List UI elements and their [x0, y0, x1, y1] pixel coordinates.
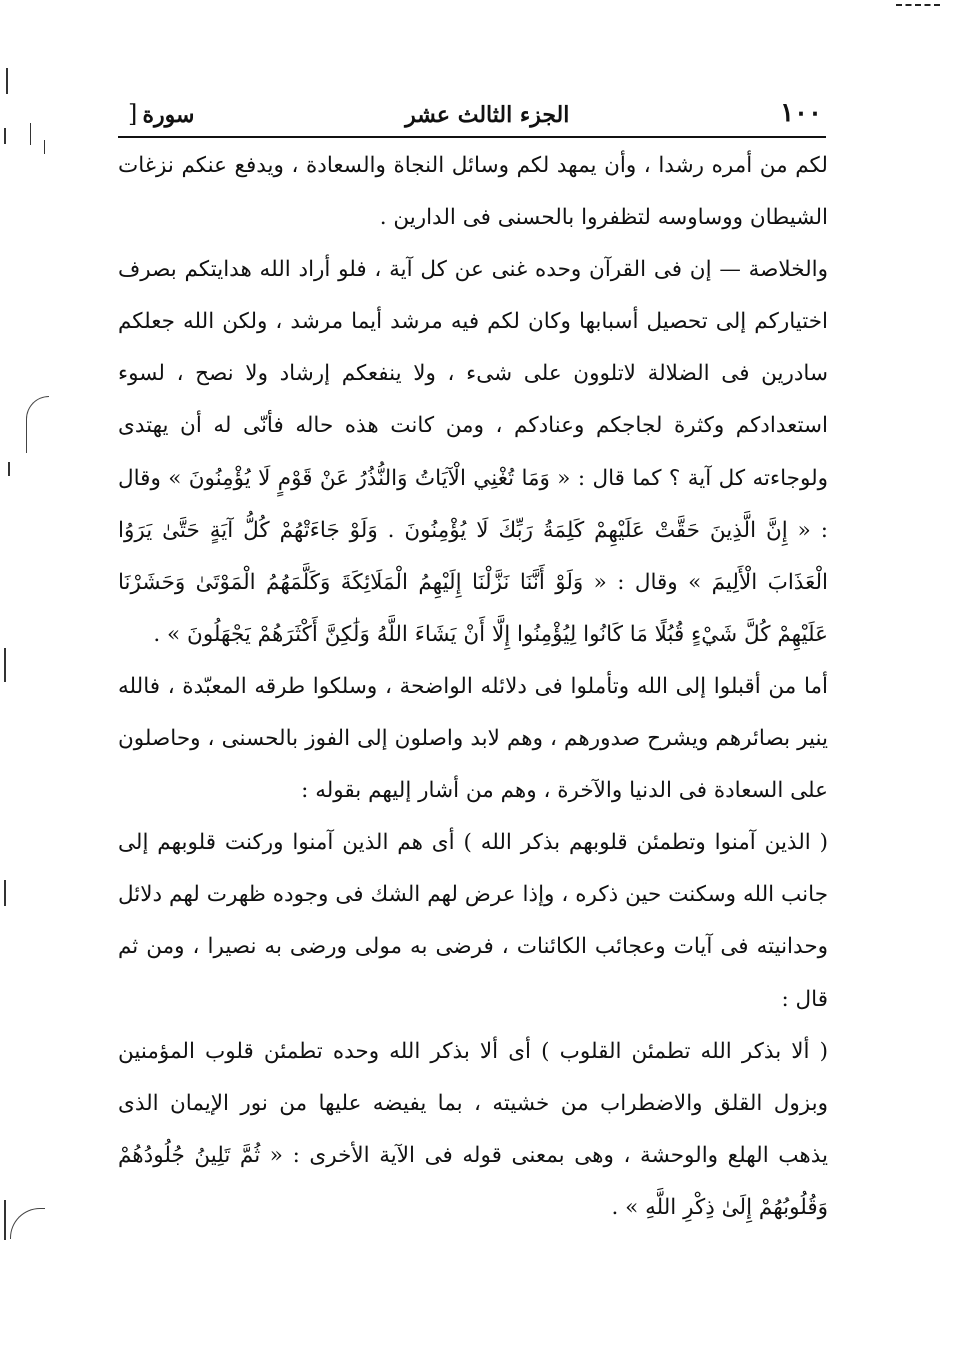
page-header — [118, 72, 826, 138]
top-edge-rule — [896, 4, 940, 6]
margin-bracket-mark — [10, 1208, 45, 1239]
margin-bracket-mark — [26, 396, 49, 453]
paragraph-verse-commentary-1: ( الذين آمنوا وتطمئن قلوبهم بذكر الله ) أى هم الذين آمنوا وركنت قلوبهم إلى جانب الله وسكنت حين ذكره ، وإذا عرض لهم الشك فى وجوده ظهرت لهم دلائل وحدانيته فى آيات وعجائب الكائنات ، فرضى به مولى ورضى به نصيرا ، ومن ثم قال : — [118, 830, 828, 1012]
margin-tick — [6, 68, 8, 94]
surah-label: سورة — [142, 102, 195, 128]
body-text — [118, 140, 828, 1234]
margin-tick — [4, 880, 6, 906]
margin-tick — [4, 1200, 6, 1240]
surah-bracket: [ — [128, 100, 138, 128]
paragraph-summary: والخلاصة — إن فى القرآن وحده غنى عن كل آية ، فلو أراد الله هدايتكم بصرف اختياركم إلى تحصيل أسبابها وكان لكم فيه مرشد أيما مرشد ، ولكن الله جعلكم سادرين فى الضلالة لاتلوون على شىء ، ولا ينفعكم إرشاد ولا نصح ، لسوء استعدادكم وكثرة لجاجكم وعنادكم ، ومن كانت هذه حاله فأنّى له أن يهتدى ولوجاءته كل آية ؟ كما قال : « وَمَا تُغْنِي الْآيَاتُ وَالنُّذُرُ عَنْ قَوْمٍ لَا يُؤْمِنُونَ » وقال : « إِنَّ الَّذِينَ حَقَّتْ عَلَيْهِمْ كَلِمَةُ رَبِّكَ لَا يُؤْمِنُونَ . وَلَوْ جَاءَتْهُمْ كُلُّ آيَةٍ حَتَّىٰ يَرَوُا الْعَذَابَ الْأَلِيمَ » وقال : « وَلَوْ أَنَّنَا نَزَّلْنَا إِلَيْهِمُ الْمَلَائِكَةَ وَكَلَّمَهُمُ الْمَوْتَىٰ وَحَشَرْنَا عَلَيْهِمْ كُلَّ شَيْءٍ قُبُلًا مَا كَانُوا لِيُؤْمِنُوا إِلَّا أَنْ يَشَاءَ اللَّهُ وَلَٰكِنَّ أَكْثَرَهُمْ يَجْهَلُونَ » . — [118, 257, 828, 647]
running-title: الجزء الثالث عشر — [405, 102, 570, 128]
paragraph-believers: أما من أقبلوا إلى الله وتأملوا فى دلائله الواضحة ، وسلكوا طرقه المعبّدة ، فالله ينير بصائرهم ويشرح صدورهم ، وهم لابد واصلون إلى الفوز بالحسنى ، وحاصلون على السعادة فى الدنيا والآخرة ، وهم من أشار إليهم بقوله : — [118, 673, 828, 804]
margin-tick — [4, 128, 6, 144]
paragraph-verse-commentary-2: ( ألا بذكر الله تطمئن القلوب ) أى ألا بذكر الله وحده تطمئن قلوب المؤمنين وبزول القلق والاضطراب من خشيته ، بما يفيضه عليها من نور الإيمان الذى يذهب الهلع والوحشة ، وهى بمعنى قوله فى الآية الأخرى : « ثُمَّ تَلِينُ جُلُودُهُمْ وَقُلُوبُهُمْ إِلَىٰ ذِكْرِ اللَّهِ » . — [118, 1038, 828, 1220]
margin-tick — [44, 140, 45, 154]
surah-heading — [122, 100, 194, 128]
margin-tick — [8, 462, 10, 476]
paragraph-continuation: لكم من أمره رشدا ، وأن يمهد لكم وسائل النجاة والسعادة ، ويدفع عنكم نزغات الشيطان ووساوسه لتظفروا بالحسنى فى الدارين . — [118, 153, 828, 231]
margin-tick — [30, 123, 31, 145]
page-number: ١٠٠ — [780, 98, 822, 128]
margin-tick — [4, 648, 6, 682]
